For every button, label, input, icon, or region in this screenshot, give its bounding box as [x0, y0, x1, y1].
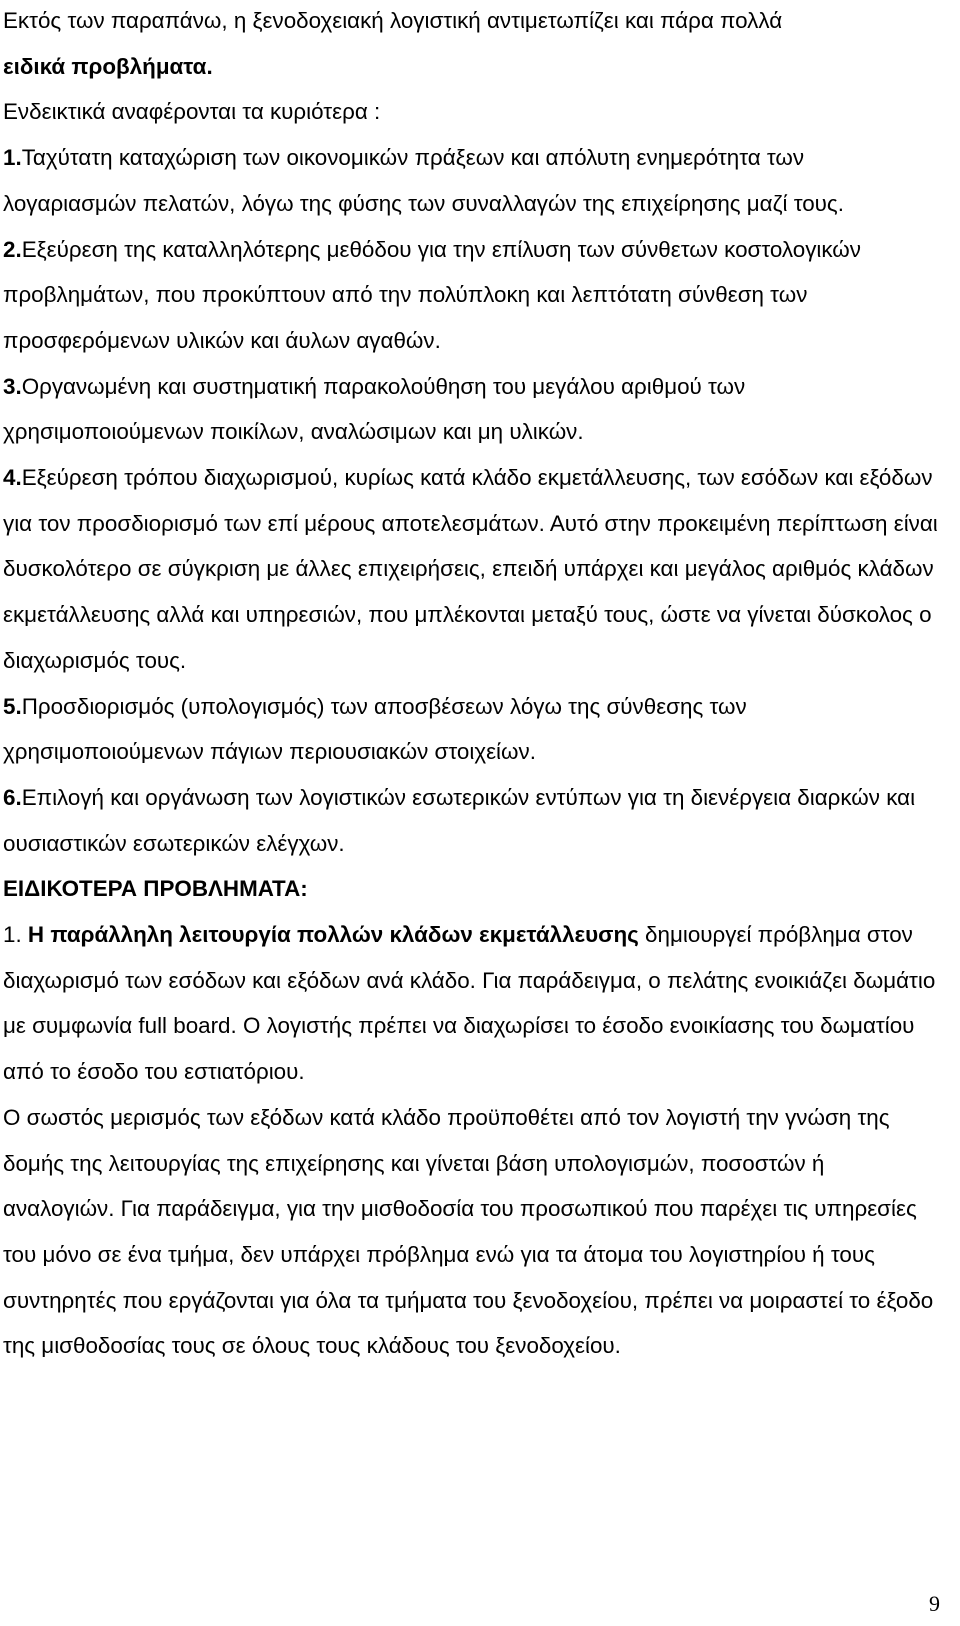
- item-text: Ταχύτατη καταχώριση των οικονομικών πράξεων και απόλυτη ενημερότητα των λογαριασμών πελατών, λόγω της φύσης των συναλλαγών της επιχείρησης μαζί τους.: [3, 145, 844, 216]
- intro-line: Εκτός των παραπάνω, η ξενοδοχειακή λογιστική αντιμετωπίζει και πάρα πολλά: [3, 8, 783, 33]
- item-bold-text: Η παράλληλη λειτουργία πολλών κλάδων εκμετάλλευσης: [27, 922, 639, 948]
- item-text: Οργανωμένη και συστηματική παρακολούθηση του μεγάλου αριθμού των χρησιμοποιούμενων ποικίλων, αναλώσιμων και μη υλικών.: [3, 373, 746, 445]
- special-item-1: [3, 912, 938, 1095]
- page-number: 9: [929, 1591, 940, 1616]
- special-paragraph: Ο σωστός μερισμός των εξόδων κατά κλάδο προϋποθέτει από τον λογιστή την γνώση της δομής της λειτουργίας της επιχείρησης και γίνεται βάση υπολογισμών, ποσοστών ή αναλογιών. Για παράδειγμα, για την μισθοδοσία του προσωπικού που παρέχει τις υπηρεσίες του μόνο σε ένα τμήμα, δεν υπάρχει πρόβλημα ενώ για τα άτομα του λογιστηρίου ή τους συντηρητές που εργάζονται για όλα τα τμήματα του ξενοδοχείου, πρέπει να μοιραστεί το έξοδο της μισθοδοσίας τους σε όλους τους κλάδους του ξενοδοχείου.: [3, 1104, 934, 1359]
- item-number: 5.: [3, 693, 22, 719]
- list-item-6: [3, 775, 938, 866]
- document-body: [3, 0, 938, 1369]
- list-item-4: [3, 455, 938, 684]
- item-text: Προσδιορισμός (υπολογισμός) των αποσβέσεων λόγω της σύνθεσης των χρησιμοποιούμενων πάγιων περιουσιακών στοιχείων.: [3, 693, 747, 765]
- item-text: Επιλογή και οργάνωση των λογιστικών εσωτερικών εντύπων για τη διενέργεια διαρκών και ουσιαστικών εσωτερικών ελέγχων.: [3, 784, 916, 856]
- intro-subline: Ενδεικτικά αναφέρονται τα κυριότερα :: [3, 99, 381, 125]
- item-text: Εξεύρεση της καταλληλότερης μεθόδου για την επίλυση των σύνθετων κοστολογικών προβλημάτων, που προκύπτουν από την πολύπλοκη και λεπτότατη σύνθεση των προσφερόμενων υλικών και άυλων αγαθών.: [3, 236, 861, 353]
- item-number: 4.: [3, 465, 22, 491]
- section-heading: ΕΙΔΙΚΟΤΕΡΑ ΠΡΟΒΛΗΜΑΤΑ:: [3, 876, 308, 902]
- list-item-1: [3, 135, 938, 226]
- item-text: δημιουργεί πρόβλημα στον διαχωρισμό των εσόδων και εξόδων ανά κλάδο. Για παράδειγμα, ο πελάτης ενοικιάζει δωμάτιο με συμφωνία full board. Ο λογιστής πρέπει να διαχωρίσει το έσοδο ενοικίασης του δωματίου από το έσοδο του εστιατόριου.: [3, 922, 936, 1085]
- item-text: Εξεύρεση τρόπου διαχωρισμού, κυρίως κατά κλάδο εκμετάλλευσης, των εσόδων και εξόδων για τον προσδιορισμό των επί μέρους αποτελεσμάτων. Αυτό στην προκειμένη περίπτωση είναι δυσκολότερο σε σύγκριση με άλλες επιχειρήσεις, επειδή υπάρχει και μεγάλος αριθμός κλάδων εκμετάλλευσης αλλά και υπηρεσιών, που μπλέκονται μεταξύ τους, ώστε να γίνεται δύσκολος ο διαχωρισμός τους.: [3, 465, 938, 673]
- item-number: 3.: [3, 373, 22, 399]
- item-number: 6.: [3, 784, 22, 810]
- list-item-3: [3, 364, 938, 455]
- item-number: 1.: [3, 145, 22, 171]
- list-item-2: [3, 227, 938, 364]
- list-item-5: [3, 684, 938, 775]
- intro-bold-line: ειδικά προβλήματα.: [3, 53, 213, 79]
- item-number: 2.: [3, 236, 22, 262]
- item-number: 1.: [3, 922, 22, 948]
